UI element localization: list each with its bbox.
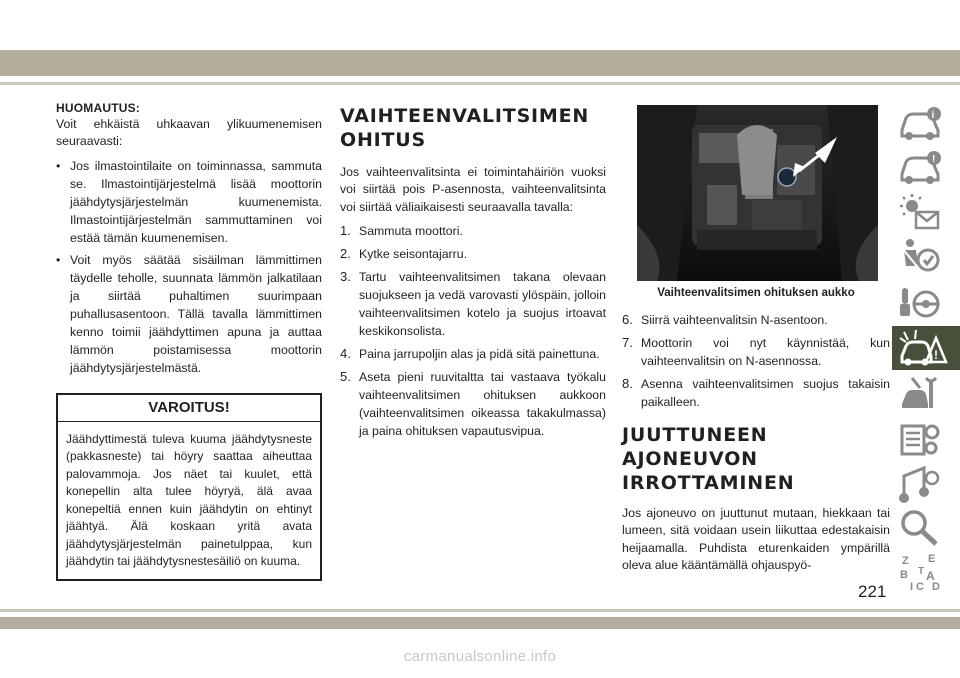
note-title: HUOMAUTUS:: [56, 101, 140, 115]
footer-rule: [0, 609, 960, 612]
note-intro: Voit ehkäistä uhkaavan ylikuumenemisen seuraavasti:: [56, 117, 322, 149]
service-maintenance-icon: [898, 374, 942, 414]
list-item: [56, 251, 322, 377]
section-heading: [340, 104, 606, 152]
list-item: [340, 222, 606, 240]
warning-box: [56, 393, 322, 581]
list-item: [340, 245, 606, 263]
warning-title: VAROITUS!: [58, 395, 320, 422]
svg-text:B: B: [900, 569, 908, 581]
tab-emergency[interactable]: [892, 326, 960, 370]
section-intro: Jos ajoneuvo on juuttunut mutaan, hiekkaan tai lumeen, sitä voidaan usein liikuttaa edestakaisin heijaamalla. Puhdista eturenkaiden ympärillä oleva alue kääntämällä ohjauspyö-: [622, 506, 890, 572]
column-middle: [340, 104, 606, 445]
tab-service[interactable]: [892, 372, 960, 416]
heading-line: VAIHTEENVALITSIMEN: [340, 105, 590, 127]
step-text: Paina jarrupoljin alas ja pidä sitä painettuna.: [359, 346, 600, 361]
car-info-icon: [898, 104, 942, 144]
bullet-icon: •: [56, 158, 61, 173]
tab-index[interactable]: [892, 550, 960, 594]
step-text: Siirrä vaihteenvalitsin N-asentoon.: [641, 313, 828, 327]
step-list: [622, 311, 890, 411]
tab-controls[interactable]: [892, 280, 960, 324]
specifications-icon: [898, 420, 942, 460]
warning-text: Jäähdyttimestä tuleva kuuma jäähdytysneste (pakkasneste) tai höyry saattaa aiheuttaa palovammoja. Jos näet tai kuulet, että konepellin alta tulee höyryä, älä avaa konepeltiä ennen kuin jäähdytin on ehtinyt jäähtyä. Älä koskaan yritä avata jäähdytysjärjestelmän painetulppaa, kun jäähdytin tai jäähdytysnestesäiliö on kuuma.: [66, 431, 312, 569]
figure-caption: Vaihteenvalitsimen ohituksen aukko: [657, 287, 855, 299]
list-item: [56, 157, 322, 247]
search-index-icon: [898, 508, 942, 548]
list-item: [622, 334, 890, 370]
step-text: Asenna vaihteenvalitsimen suojus takaisin paikalleen.: [641, 377, 890, 409]
bullet-text: Jos ilmastointilaite on toiminnassa, sammuta se. Ilmastointijärjestelmä lisää moottorin jäähdytysjärjestelmän kuumenemista. Ilmastointijärjestelmän sammuttaminen voi estää tämän kuumenemisen.: [70, 158, 322, 245]
tab-lights-messages[interactable]: [892, 190, 960, 234]
step-number: 3.: [340, 268, 351, 284]
lights-message-icon: [898, 192, 942, 232]
heading-line: IRROTTAMINEN: [622, 472, 795, 494]
list-item: [622, 311, 890, 329]
step-text: Aseta pieni ruuvitaltta tai vastaava työkalu vaihteenvalitsimen ohituksen aukkoon (vaihteenvalitsimen oikeassa takakulmassa) ja paina ohituksen vapautusvipua.: [359, 369, 606, 438]
watermark[interactable]: carmanualsonline.info: [403, 648, 557, 665]
step-number: 4.: [340, 345, 351, 361]
tab-car-info[interactable]: [892, 102, 960, 146]
tab-multimedia[interactable]: [892, 462, 960, 506]
header-rule: [0, 82, 960, 85]
step-text: Kytke seisontajarru.: [359, 246, 467, 261]
tab-safety[interactable]: [892, 234, 960, 278]
column-right: [622, 105, 890, 574]
multimedia-icon: [898, 464, 942, 504]
svg-text:D: D: [932, 581, 940, 592]
language-index-icon: [898, 552, 942, 592]
steering-controls-icon: [898, 282, 942, 322]
svg-text:E: E: [928, 553, 936, 565]
svg-text:C: C: [916, 581, 924, 592]
svg-text:T: T: [918, 566, 925, 577]
section-intro: Jos vaihteenvalitsinta ei toimintahäiriön vuoksi voi siirtää pois P-asennosta, vaihteenvalitsinta voi siirtää väliaikaisesti seuraavalla tavalla:: [340, 165, 606, 214]
footer-band: [0, 617, 960, 629]
list-item: [622, 375, 890, 411]
step-number: 2.: [340, 245, 351, 261]
step-number: 1.: [340, 222, 351, 238]
svg-text:i: i: [931, 110, 935, 121]
step-text: Moottorin voi nyt käynnistää, kun vaihteenvalitsin on N-asennossa.: [641, 336, 890, 368]
list-item: [340, 268, 606, 340]
column-left: [56, 100, 322, 581]
step-number: 6.: [622, 312, 633, 327]
bullet-icon: •: [56, 252, 61, 267]
svg-text:!: !: [934, 348, 938, 362]
step-number: 5.: [340, 368, 351, 384]
step-text: Tartu vaihteenvalitsimen takana olevaan suojukseen ja vedä varovasti ylöspäin, jolloin vaihteenvalitsimen kotelo ja suojus irtoavat keskikonsolista.: [359, 269, 606, 338]
tab-car-warning[interactable]: [892, 146, 960, 190]
section-heading: [622, 423, 890, 495]
list-item: [340, 345, 606, 363]
note-bullet-list: [56, 157, 322, 377]
tab-specifications[interactable]: [892, 418, 960, 462]
svg-text:A: A: [926, 569, 935, 583]
header-band: [0, 50, 960, 76]
bullet-text: Voit myös säätää sisäilman lämmittimen täydelle teholle, suunnata lämmön jalkatilaan ja siirtää puhaltimen suurimpaan puhallusasentoon. Tällä tavalla lämmittimen kenno toimii jäähdyttimen apuna ja auttaa lämmön poistamisessa moottorin jäähdytysjärjestelmästä.: [70, 252, 322, 375]
step-text: Sammuta moottori.: [359, 223, 463, 238]
list-item: [340, 368, 606, 440]
svg-text:I: I: [910, 581, 914, 592]
car-warning-icon: [898, 148, 942, 188]
heading-line: AJONEUVON: [622, 448, 758, 470]
car-emergency-icon: [898, 328, 948, 368]
shifter-override-photo: [637, 105, 878, 281]
svg-text:!: !: [932, 154, 936, 165]
console-illustration: [637, 105, 878, 281]
step-number: 8.: [622, 376, 633, 391]
heading-line: JUUTTUNEEN: [622, 424, 768, 446]
heading-line: OHITUS: [340, 129, 426, 151]
tab-search[interactable]: [892, 506, 960, 550]
page-number: 221: [858, 582, 887, 601]
step-number: 7.: [622, 335, 633, 350]
step-list: [340, 222, 606, 440]
svg-text:Z: Z: [902, 555, 909, 567]
seatbelt-airbag-icon: [898, 236, 942, 276]
